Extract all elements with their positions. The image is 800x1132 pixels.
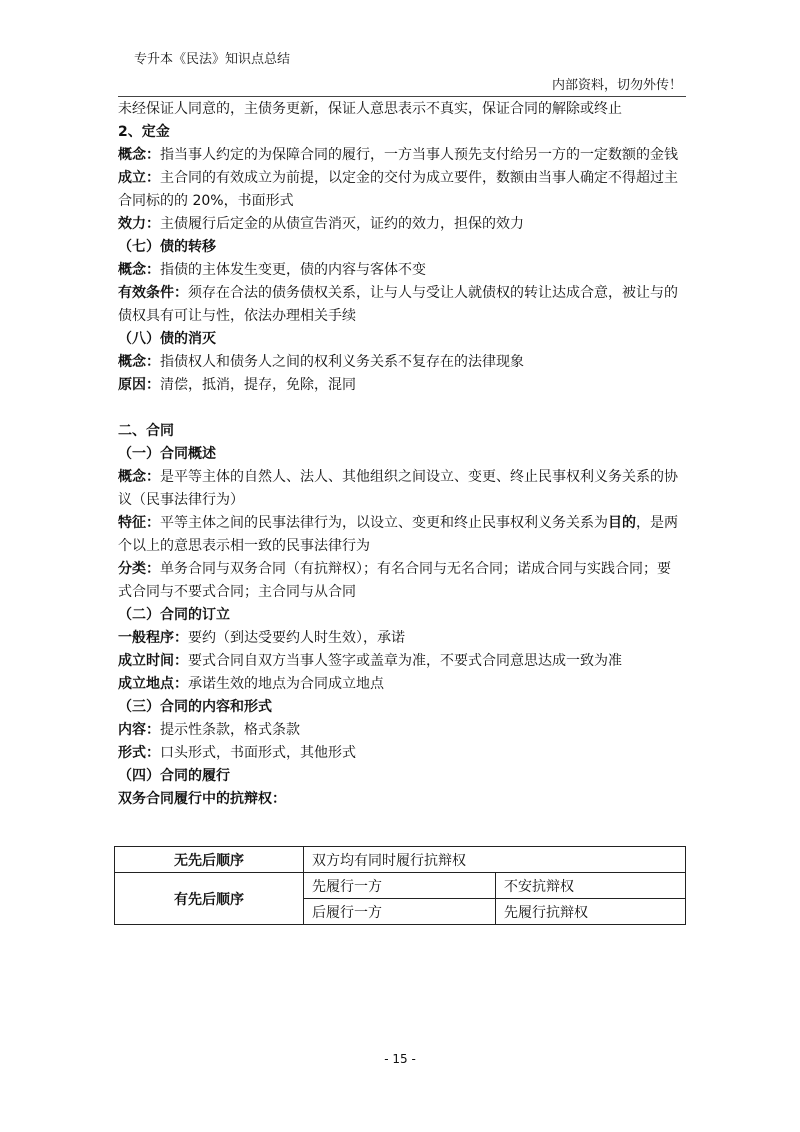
term-text: 指债权人和债务人之间的权利义务关系不复存在的法律现象	[160, 354, 524, 370]
header-rule	[118, 96, 686, 97]
term-text: 主合同的有效成立为前提，以定金的交付为成立要件，数额由当事人确定不得超过主	[160, 170, 678, 186]
table-cell: 双方均有同时履行抗辩权	[304, 847, 686, 873]
section-heading: （三）合同的内容和形式	[118, 699, 272, 715]
paragraph	[118, 673, 688, 696]
term-label: 概念：	[118, 147, 160, 163]
term-text: ，是两	[636, 515, 678, 531]
section-heading: （一）合同概述	[118, 446, 216, 462]
section-heading: 2、定金	[118, 124, 170, 140]
term-text: 指债的主体发生变更，债的内容与客体不变	[160, 262, 426, 278]
term-text: 要式合同自双方当事人签字或盖章为准，不要式合同意思达成一致为准	[188, 653, 622, 669]
term-text: 清偿，抵消，提存，免除，混同	[160, 377, 356, 393]
header-title: 专升本《民法》知识点总结	[134, 52, 291, 67]
table-cell: 后履行一方	[304, 899, 496, 925]
chapter-heading: 二、合同	[118, 423, 174, 439]
header-notice: 内部资料，切勿外传！	[551, 78, 682, 93]
paragraph	[118, 719, 688, 742]
paragraph	[118, 144, 688, 167]
paragraph	[118, 213, 688, 236]
term-label: 内容：	[118, 722, 160, 738]
term-label: 成立时间：	[118, 653, 188, 669]
paragraph: 议（民事法律行为）	[118, 492, 244, 508]
page-number: - 15 -	[384, 1052, 416, 1066]
table-cell: 不安抗辩权	[496, 873, 686, 899]
table-cell: 有先后顺序	[115, 873, 304, 925]
term-text: 口头形式，书面形式，其他形式	[160, 745, 356, 761]
term-text: 提示性条款，格式条款	[160, 722, 300, 738]
subsection-heading: 双务合同履行中的抗辩权：	[118, 791, 286, 807]
term-label: 分类：	[118, 561, 160, 577]
emphasis-text: 目的	[608, 515, 636, 531]
table-cell: 先履行抗辩权	[496, 899, 686, 925]
term-label: 原因：	[118, 377, 160, 393]
table-cell: 先履行一方	[304, 873, 496, 899]
term-label: 一般程序：	[118, 630, 188, 646]
term-label: 成立：	[118, 170, 160, 186]
section-heading: （七）债的转移	[118, 239, 216, 255]
paragraph	[118, 351, 688, 374]
term-label: 概念：	[118, 262, 160, 278]
table-row	[115, 847, 686, 873]
paragraph: 合同标的的 20%，书面形式	[118, 193, 294, 209]
term-label: 概念：	[118, 354, 160, 370]
paragraph	[118, 374, 688, 397]
document-body	[118, 98, 688, 811]
paragraph	[118, 742, 688, 765]
section-heading: （八）债的消灭	[118, 331, 216, 347]
term-text: 指当事人约定的为保障合同的履行，一方当事人预先支付给另一方的一定数额的金钱	[160, 147, 678, 163]
paragraph	[118, 627, 688, 650]
paragraph: 债权具有可让与性，依法办理相关手续	[118, 308, 356, 324]
term-text: 主债履行后定金的从债宣告消灭，证约的效力，担保的效力	[160, 216, 524, 232]
term-text: 单务合同与双务合同（有抗辩权）；有名合同与无名合同；诺成合同与实践合同；要	[160, 561, 671, 577]
term-text: 承诺生效的地点为合同成立地点	[188, 676, 384, 692]
term-text: 要约（到达受要约人时生效），承诺	[188, 630, 405, 646]
term-label: 成立地点：	[118, 676, 188, 692]
section-heading: （四）合同的履行	[118, 768, 230, 784]
paragraph	[118, 558, 688, 581]
paragraph: 式合同与不要式合同；主合同与从合同	[118, 584, 356, 600]
paragraph: 未经保证人同意的，主债务更新，保证人意思表示不真实，保证合同的解除或终止	[118, 101, 622, 117]
term-label: 有效条件：	[118, 285, 188, 301]
term-text: 须存在合法的债务债权关系，让与人与受让人就债权的转让达成合意，被让与的	[188, 285, 678, 301]
term-label: 形式：	[118, 745, 160, 761]
paragraph: 个以上的意思表示相一致的民事法律行为	[118, 538, 370, 554]
term-text: 平等主体之间的民事法律行为，以设立、变更和终止民事权利义务关系为	[160, 515, 608, 531]
defense-rights-table	[114, 846, 686, 925]
term-label: 概念：	[118, 469, 160, 485]
paragraph	[118, 512, 688, 535]
paragraph	[118, 466, 688, 489]
term-text: 是平等主体的自然人、法人、其他组织之间设立、变更、终止民事权利义务关系的协	[160, 469, 678, 485]
table-row	[115, 873, 686, 899]
table-cell: 无先后顺序	[115, 847, 304, 873]
paragraph	[118, 167, 688, 190]
term-label: 效力：	[118, 216, 160, 232]
section-heading: （二）合同的订立	[118, 607, 230, 623]
paragraph	[118, 650, 688, 673]
paragraph	[118, 282, 688, 305]
term-label: 特征：	[118, 515, 160, 531]
paragraph	[118, 259, 688, 282]
spacer	[118, 397, 688, 420]
